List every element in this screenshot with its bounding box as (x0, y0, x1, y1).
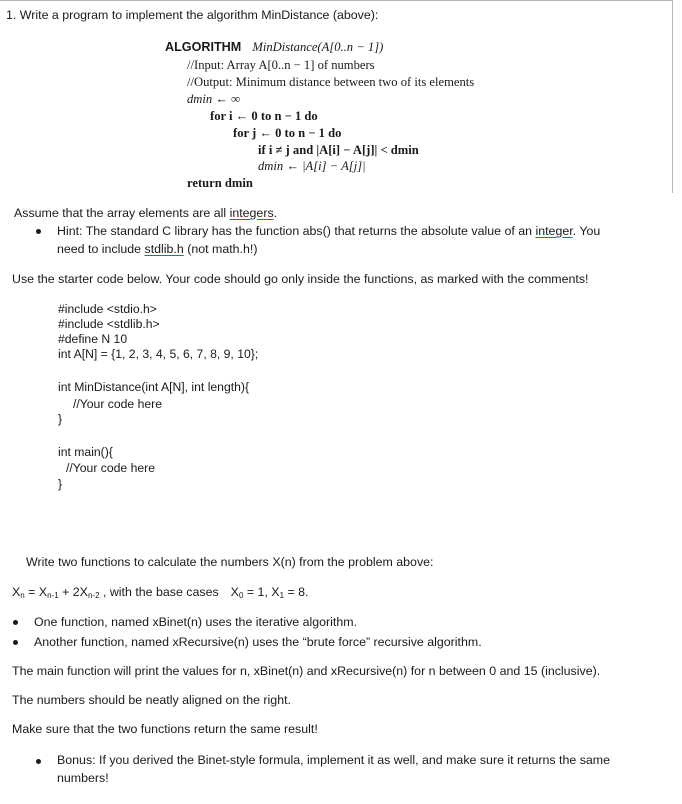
algorithm-line-return: return dmin (187, 176, 253, 190)
algorithm-line-outer-loop: for i ← 0 to n − 1 do (210, 109, 318, 123)
algorithm-keyword: ALGORITHM (165, 40, 242, 54)
hint-line-2: need to include stdlib.h (not math.h!) (57, 242, 258, 256)
code-line: #include <stdio.h> (58, 302, 157, 316)
algorithm-line-inner-loop: for j ← 0 to n − 1 do (233, 126, 342, 140)
algorithm-header (165, 40, 383, 55)
bullet-xbinet: One function, named xBinet(n) uses the iterative algorithm. (34, 615, 358, 629)
code-line: #define N 10 (58, 332, 128, 346)
stdlib-link[interactable]: stdlib.h (144, 242, 184, 256)
code-line: //Your code here (66, 461, 155, 475)
algorithm-line-condition: if i ≠ j and |A[i] − A[j]| < dmin (258, 143, 419, 157)
code-line: int MinDistance(int A[N], int length){ (58, 380, 250, 394)
algorithm-signature: MinDistance(A[0..n − 1]) (252, 40, 384, 54)
code-line: #include <stdlib.h> (58, 317, 160, 331)
algorithm-line-dmin-update: dmin ← |A[i] − A[j]| (258, 159, 366, 173)
algorithm-input-comment: //Input: Array A[0..n − 1] of numbers (187, 58, 375, 72)
assume-text: Assume that the array elements are all integers. (14, 206, 278, 220)
code-line: } (58, 477, 63, 491)
algorithm-line-dmin-init: dmin ← ∞ (187, 92, 241, 106)
question-2-intro: Write two functions to calculate the numbers X(n) from the problem above: (26, 555, 434, 569)
code-line: //Your code here (73, 397, 162, 411)
bullet-icon (36, 759, 41, 764)
code-line: } (58, 412, 63, 426)
bullet-icon (13, 640, 18, 645)
question-1-title: 1. Write a program to implement the algorithm MinDistance (above): (6, 8, 379, 22)
same-result-text: Make sure that the two functions return the same result! (12, 722, 318, 736)
recurrence-formula: $X_n = X_{n-1} + 2X_{n-2}$ , with the base cases $X_0 = 1$, $X_1 = 8$. (12, 585, 309, 600)
bullet-icon (36, 229, 41, 234)
bonus-line-2: numbers! (57, 771, 109, 785)
algorithm-output-comment: //Output: Minimum distance between two of its elements (187, 75, 475, 89)
bonus-line-1: Bonus: If you derived the Binet-style formula, implement it as well, and make sure it returns the same (57, 753, 611, 767)
bullet-xrecursive: Another function, named xRecursive(n) uses the “brute force” recursive algorithm. (34, 635, 482, 649)
hint-line-1: Hint: The standard C library has the function abs() that returns the absolute value of an integer. You (57, 224, 601, 238)
main-print-text: The main function will print the values for n, xBinet(n) and xRecursive(n) for n between 0 and 15 (inclusive). (12, 664, 601, 678)
integer-link[interactable]: integer (535, 224, 573, 238)
code-line: int main(){ (58, 445, 113, 459)
aligned-text: The numbers should be neatly aligned on the right. (12, 693, 291, 707)
starter-instruction: Use the starter code below. Your code should go only inside the functions, as marked with the comments! (12, 272, 589, 286)
bullet-icon (13, 620, 18, 625)
code-line: int A[N] = {1, 2, 3, 4, 5, 6, 7, 8, 9, 10}; (58, 347, 259, 361)
integers-link[interactable]: integers (229, 206, 274, 220)
